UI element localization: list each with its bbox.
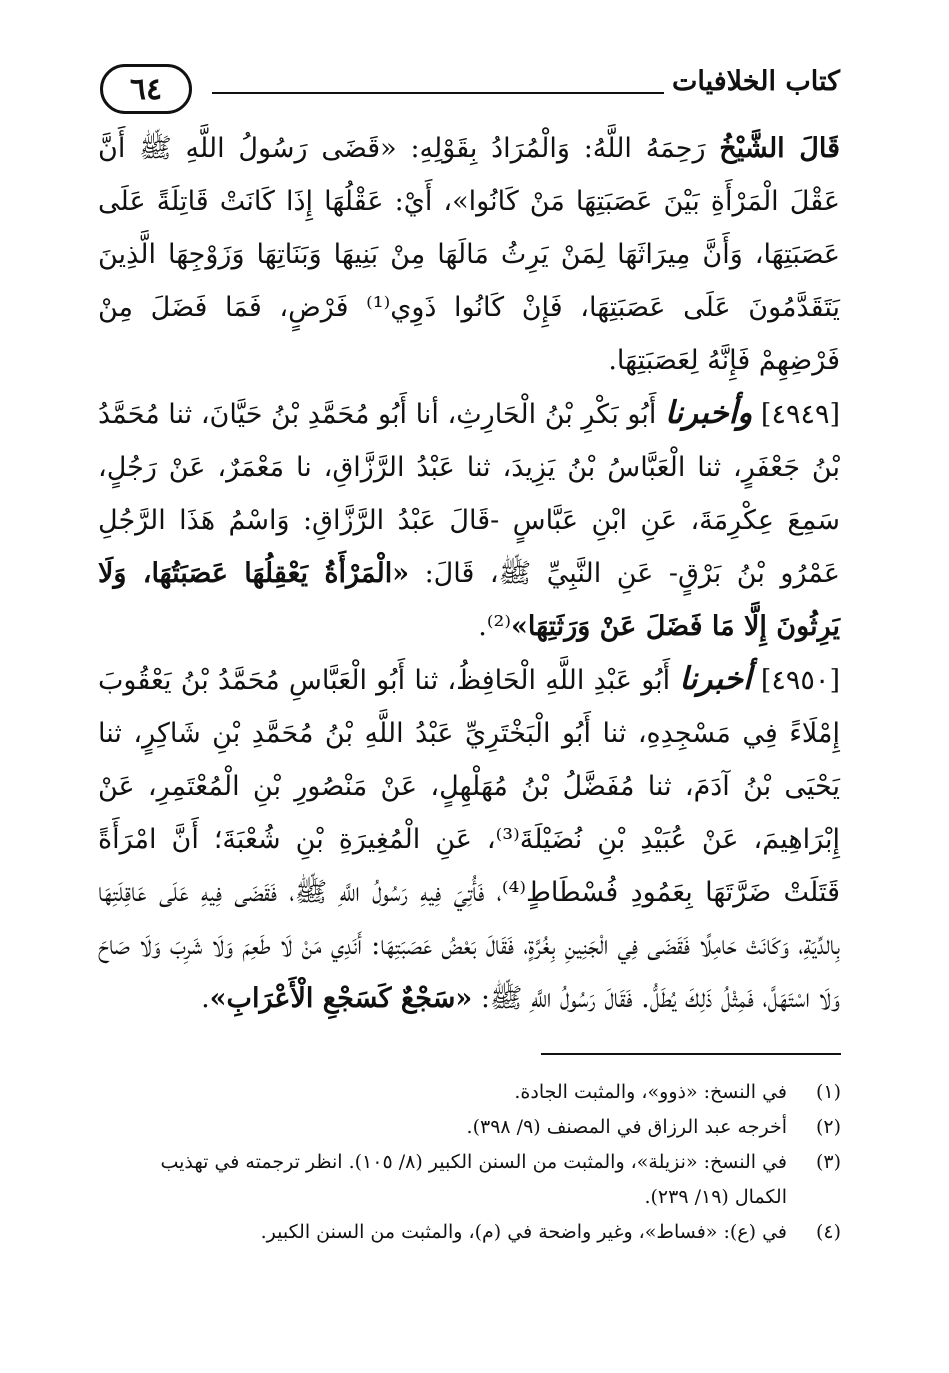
footnote-number: (٢) — [815, 1116, 841, 1138]
hadith-number: [٤٩٤٩] — [760, 399, 840, 430]
page-number-badge — [100, 64, 192, 114]
hadith-4950 — [98, 653, 840, 1025]
footnote-ref: ⁽²⁾. — [478, 611, 511, 642]
header-rule — [212, 92, 664, 94]
footnote-item — [106, 1145, 841, 1215]
hadith-4949 — [98, 387, 840, 653]
hadith-number: [٤٩٥٠] — [760, 665, 840, 696]
sentence-end: . — [201, 983, 210, 1014]
prophetic-quote: «سَجْعٌ كَسَجْعِ الْأَعْرَابِ» — [209, 983, 473, 1014]
prophetic-quote: «الْمَرْأَةُ يَعْقِلُهَا عَصَبَتُهَا، وَلَا يَرِثُونَ إِلَّا مَا فَضَلَ عَنْ وَرَثَتِهَا» — [98, 558, 840, 642]
footnote-item — [106, 1075, 841, 1110]
footnote-item — [106, 1215, 841, 1250]
footnote-item — [106, 1110, 841, 1145]
footnote-text: أخرجه عبد الرزاق في المصنف (٩/ ٣٩٨). — [466, 1116, 787, 1138]
commentary-text: رَحِمَهُ اللَّهُ: وَالْمُرَادُ بِقَوْلِهِ: «قَضَى رَسُولُ اللَّهِ ﷺ أَنَّ عَقْلَ الْمَرْأَةِ بَيْنَ عَصَبَتِهَا مَنْ كَانُوا»، أَيْ: عَقْلُهَا إِذَا كَانَتْ قَاتِلَةً عَلَى عَصَبَتِهَا، وَأَنَّ مِيرَاثَهَا لِمَنْ يَرِثُ مَالَهَا مِنْ بَنِيهَا وَبَنَاتِهَا وَزَوْجِهَا الَّذِينَ يَتَقَدَّمُونَ عَلَى عَصَبَتِهَا، فَإِنْ كَانُوا ذَوِي⁽¹⁾ فَرْضٍ، فَمَا فَضَلَ مِنْ فَرْضِهِمْ فَإِنَّهُ لِعَصَبَتِهَا. — [98, 133, 840, 376]
running-header — [100, 62, 840, 122]
book-title: كتاب الخلافيات — [671, 66, 840, 97]
main-text — [98, 122, 840, 1025]
footnote-text: في (ع): «فساط»، وغير واضحة في (م)، والمثبت من السنن الكبير. — [260, 1221, 787, 1243]
narration-verb: وأخبرنا — [664, 395, 753, 431]
commentary-paragraph — [98, 122, 840, 387]
speaker-label: قَالَ الشَّيْخُ — [719, 133, 840, 164]
footnote-number: (١) — [815, 1081, 841, 1103]
footnotes — [106, 1075, 841, 1250]
isnad-text: أَبُو بَكْرِ بْنُ الْحَارِثِ، أنا أَبُو مُحَمَّدِ بْنُ حَيَّانَ، ثنا مُحَمَّدُ بْنُ جَعْفَرٍ، ثنا الْعَبَّاسُ بْنُ يَزِيدَ، ثنا عَبْدُ الرَّزَّاقِ، نا مَعْمَرٌ، عَنْ رَجُلٍ، سَمِعَ عِكْرِمَةَ، عَنِ ابْنِ عَبَّاسٍ -قَالَ عَبْدُ الرَّزَّاقِ: وَاسْمُ هَذَا الرَّجُلِ عَمْرُو بْنُ بَرْقٍ- عَنِ النَّبِيِّ ﷺ، قَالَ: — [98, 399, 840, 589]
footnote-separator — [541, 1053, 841, 1055]
narration-verb: أخبرنا — [679, 661, 752, 697]
isnad-text: أَبُو عَبْدِ اللَّهِ الْحَافِظُ، ثنا أَبُو الْعَبَّاسِ مُحَمَّدُ بْنُ يَعْقُوبَ إِمْلَاءً فِي مَسْجِدِهِ، ثنا أَبُو الْبَخْتَرِيِّ عَبْدُ اللَّهِ بْنُ مُحَمَّدِ بْنِ شَاكِرٍ، ثنا يَحْيَى بْنُ آدَمَ، ثنا مُفَضَّلُ بْنُ مُهَلْهِلٍ، عَنْ مَنْصُورِ بْنِ الْمُعْتَمِرِ، عَنْ إِبْرَاهِيمَ، عَنْ عُبَيْدِ بْنِ نُضَيْلَةَ⁽³⁾، عَنِ الْمُغِيرَةِ بْنِ شُعْبَةَ؛ أَنَّ امْرَأَةً قَتَلَتْ ضَرَّتَهَا بِعَمُودِ فُسْطَاطٍ⁽⁴⁾، فَأُتِيَ فِيهِ رَسُولُ اللَّهِ ﷺ، فَقَضَى فِيهِ عَلَى عَاقِلَتِهَا بِالدِّيَةِ، وَكَانَتْ حَامِلًا فَقَضَى فِي الْجَنِينِ بِغُرَّةٍ، فَقَالَ بَعْضُ عَصَبَتِهَا: أَنَدِي مَنْ لَا طَعِمَ وَلَا شَرِبَ وَلَا صَاحَ وَلَا اسْتَهَلَّ، فَمِثْلُ ذَلِكَ يُطَلُّ. فَقَالَ رَسُولُ اللَّهِ ﷺ: — [98, 665, 840, 1014]
footnote-number: (٣) — [815, 1151, 841, 1173]
page-number: ٦٤ — [129, 71, 163, 107]
footnote-number: (٤) — [815, 1221, 841, 1243]
footnote-text: في النسخ: «نزيلة»، والمثبت من السنن الكبير (٨/ ١٠٥). انظر ترجمته في تهذيب الكمال (١٩/ ٢٣٩). — [160, 1151, 787, 1208]
footnote-text: في النسخ: «ذوو»، والمثبت الجادة. — [514, 1081, 787, 1103]
